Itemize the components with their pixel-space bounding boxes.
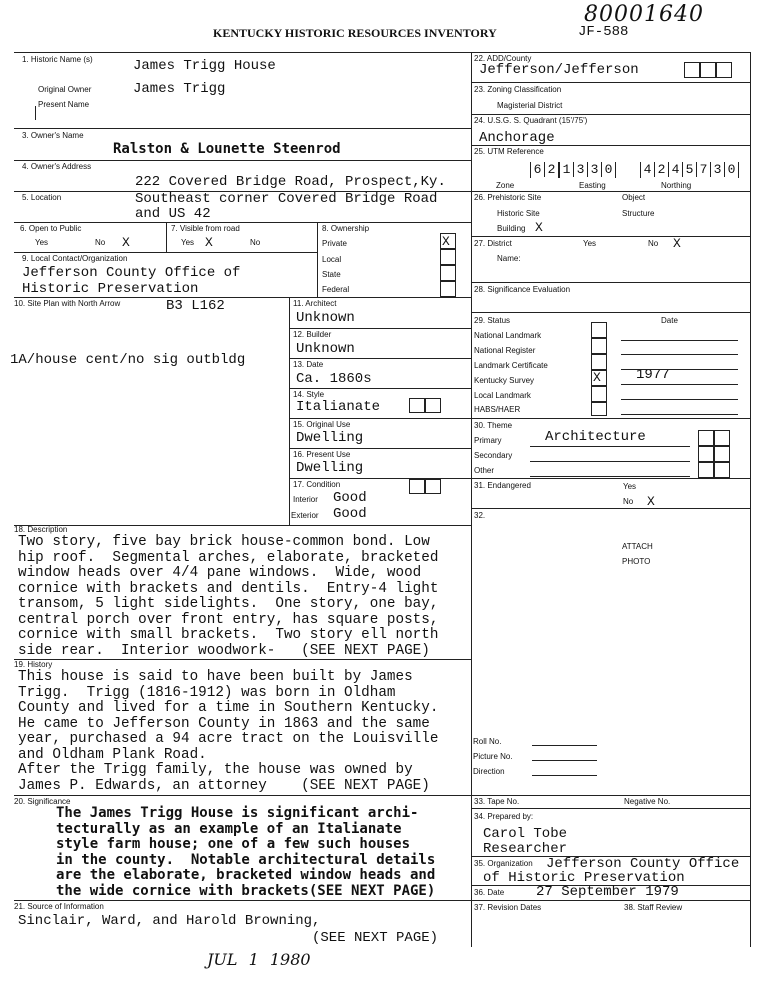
theme-other-label: Other [474,466,495,475]
owner-address: 222 Covered Bridge Road, Prospect,Ky. [135,174,446,190]
historic-name: James Trigg House [133,58,276,74]
label-present-name: Present Name [38,100,90,109]
handwritten-number: 80001640 [584,2,704,27]
utm-digit: 2 [655,162,669,177]
label-negative-number: Negative No. [624,797,671,806]
theme-box [714,446,730,462]
rule-18 [14,525,471,526]
label-location: 5. Location [22,193,62,202]
district-yes: Yes [583,239,597,248]
label-condition: 17. Condition [293,480,341,489]
status-date-line [621,384,738,385]
theme-primary: Architecture [545,429,646,445]
roll-number-label: Roll No. [473,737,502,746]
frame-top [14,52,750,53]
endangered-mark: X [647,494,655,509]
theme-box [714,462,730,478]
label-interior: Interior [293,495,318,504]
rule-21 [14,900,471,901]
utm-northing-label: Northing [661,181,692,190]
status-box-ll [591,386,607,402]
visible-mark: X [205,235,213,250]
prepared-by-title: Researcher [483,841,568,857]
theme-line [530,461,690,462]
quadrant: Anchorage [479,130,555,146]
label-revision-dates: 37. Revision Dates [474,903,542,912]
site-building: Building [497,224,526,233]
magisterial-district: Magisterial District [497,101,563,110]
pen-mark [35,106,36,120]
label-status: 29. Status [474,316,511,325]
local-contact-line-1: Jefferson County Office of [22,265,241,281]
visible-yes: Yes [181,238,195,247]
rule-v11 [289,297,290,525]
label-utm: 25. UTM Reference [474,147,544,156]
ownership-private: Private [322,239,347,248]
label-photo: 32. [474,511,486,520]
rule-34 [471,808,750,809]
label-organization: 35. Organization [474,859,533,868]
endangered-no: No [623,497,634,506]
source-line-2: (SEE NEXT PAGE) [312,930,439,946]
architect: Unknown [296,310,355,326]
condition-box-2 [425,479,441,494]
theme-box [698,462,714,478]
prepared-by-name: Carol Tobe [483,826,568,842]
utm-digit: 0 [604,162,613,177]
attach-photo-line-1: ATTACH [622,542,653,551]
label-endangered: 31. Endangered [474,481,531,490]
rule-12 [289,328,471,329]
rule-v8 [317,222,318,297]
rule-23 [471,82,750,83]
rule-31 [471,478,750,479]
label-owner-name: 3. Owner's Name [22,131,84,140]
status-date-label: Date [661,316,678,325]
district-mark: X [673,236,681,251]
theme-secondary-label: Secondary [474,451,513,460]
site-plan-value: B3 L162 [166,298,225,314]
location-line-1: Southeast corner Covered Bridge Road [135,191,438,207]
district-no: No [648,239,659,248]
theme-primary-label: Primary [474,436,502,445]
utm-easting-digits [559,162,616,178]
attach-photo-line-2: PHOTO [622,557,651,566]
original-use: Dwelling [296,430,364,446]
ownership-box-federal [440,281,456,297]
rule-26 [471,191,750,192]
rule-v6 [166,222,167,252]
label-architect: 11. Architect [293,299,337,308]
ownership-box-state [440,265,456,281]
county-box-2 [700,62,716,78]
label-source: 21. Source of Information [14,902,104,911]
rule-29 [471,312,750,313]
builder: Unknown [296,341,355,357]
present-use: Dwelling [296,460,364,476]
rule-14 [289,388,471,389]
label-historic-name: 1. Historic Name (s) [22,55,93,64]
roll-line [532,745,597,746]
utm-digit: 3 [711,162,725,177]
rule-27 [471,236,750,237]
original-owner: James Trigg [133,81,226,97]
label-open-to-public: 6. Open to Public [20,224,82,233]
organization-line-1: Jefferson County Office [546,856,740,872]
utm-zone-digits [530,162,559,178]
label-theme: 30. Theme [474,421,513,430]
open-mark: X [122,235,130,250]
rule-4 [14,160,471,161]
status-date-line [621,340,738,341]
ownership-local: Local [322,255,342,264]
label-history: 19. History [14,660,53,669]
kentucky-survey-mark: X [593,370,601,385]
label-owner-address: 4. Owner's Address [22,162,92,171]
site-plan-note: 1A/house cent/no sig outbldg [10,352,246,368]
label-exterior: Exterior [291,511,319,520]
rule-37 [471,900,750,901]
label-add-county: 22. ADD/County [474,54,532,63]
status-box-nr [591,338,607,354]
rule-13 [289,358,471,359]
status-date-line [621,414,738,415]
column-divider [471,52,472,947]
status-habs-haer: HABS/HAER [474,405,521,414]
frame-right [750,52,751,947]
visible-no: No [250,238,261,247]
label-local-contact: 9. Local Contact/Organization [22,254,128,263]
district-name: Name: [497,254,521,263]
utm-digit: 1 [560,162,574,177]
form-title: KENTUCKY HISTORIC RESOURCES INVENTORY [213,26,497,40]
direction-label: Direction [473,767,505,776]
picture-line [532,760,597,761]
rule-19 [14,659,471,660]
ownership-federal: Federal [322,285,350,294]
status-box-nl [591,322,607,338]
rule-6 [14,222,471,223]
rule-20 [14,795,750,796]
status-date-line [621,369,738,370]
utm-digit: 2 [547,162,556,177]
ownership-mark: X [442,234,450,249]
status-national-landmark: National Landmark [474,331,542,340]
label-builder: 12. Builder [293,330,332,339]
significance-text: The James Trigg House is significant archi- tecturally as an example of an Italianate style farm house; one of a few such houses in the county. Notable architectural details are the elaborate, bracketed window heads and the wide cornice with brackets(SEE NEXT PAGE) [56,805,436,899]
utm-digit: 3 [588,162,602,177]
source-line-1: Sinclair, Ward, and Harold Browning, [18,913,321,929]
county-box-3 [716,62,732,78]
status-kentucky-survey: Kentucky Survey [474,376,535,385]
rule-10 [14,297,471,298]
label-district: 27. District [474,239,512,248]
date-stamp: JUL 1 1980 [207,950,311,969]
utm-digit: 0 [727,162,736,177]
label-site-plan: 10. Site Plan with North Arrow [14,299,121,308]
style-box-2 [425,398,441,413]
site-object: Object [622,193,646,202]
label-description: 18. Description [14,525,68,534]
label-prehistoric: 26. Prehistoric Site [474,193,542,202]
local-contact-line-2: Historic Preservation [22,281,199,297]
rule-16 [289,448,471,449]
rule-3 [14,128,471,129]
utm-easting-label: Easting [579,181,606,190]
kentucky-survey-date: 1977 [636,367,670,383]
label-significance: 20. Significance [14,797,71,806]
county-box-1 [684,62,700,78]
utm-digit: 4 [669,162,683,177]
status-box-habs [591,402,607,416]
utm-digit: 4 [641,162,655,177]
history-text: This house is said to have been built by James Trigg. Trigg (1816-1912) was born in Oldham County and lived for a time in Southern Kentucky. He came to Jefferson County in 1863 and the same year, purchased a 94 acre tract on the Louisville and Oldham Plank Road. After the Trigg family, the house was owned by James P. Edwards, an attorney (SEE NEXT PAGE) [18,669,439,794]
label-quadrant: 24. U.S.G. S. Quadrant (15'/75') [474,116,588,125]
condition-box-1 [409,479,425,494]
rule-9 [14,252,317,253]
organization-line-2: of Historic Preservation [483,870,685,886]
status-box-lc [591,354,607,370]
label-tape-number: 33. Tape No. [474,797,520,806]
date-built: Ca. 1860s [296,371,372,387]
site-structure: Structure [622,209,655,218]
status-national-register: National Register [474,346,536,355]
theme-box [698,430,714,446]
theme-box [714,430,730,446]
label-present-use: 16. Present Use [293,450,351,459]
label-original-owner: Original Owner [38,85,92,94]
label-significance-evaluation: 28. Significance Evaluation [474,285,571,294]
status-local-landmark: Local Landmark [474,391,531,400]
style-box-1 [409,398,425,413]
site-historic: Historic Site [497,209,540,218]
label-prepared-by: 34. Prepared by: [474,812,534,821]
form-id: JF-588 [578,24,629,40]
label-ownership: 8. Ownership [322,224,370,233]
endangered-yes: Yes [623,482,637,491]
status-date-line [621,354,738,355]
theme-line [530,446,690,447]
open-yes: Yes [35,238,49,247]
utm-digit: 3 [574,162,588,177]
interior-condition: Good [333,490,367,506]
picture-number-label: Picture No. [473,752,513,761]
label-date: 13. Date [293,360,324,369]
label-staff-review: 38. Staff Review [624,903,683,912]
style: Italianate [296,399,381,415]
rule-32 [471,508,750,509]
utm-digit: 7 [697,162,711,177]
label-original-use: 15. Original Use [293,420,351,429]
rule-17 [289,478,471,479]
utm-northing-digits [640,162,739,178]
label-zoning: 23. Zoning Classification [474,85,562,94]
rule-30 [471,418,750,419]
location-line-2: and US 42 [135,206,211,222]
status-landmark-certificate: Landmark Certificate [474,361,548,370]
exterior-condition: Good [333,506,367,522]
rule-24 [471,114,750,115]
utm-digit: 6 [531,162,545,177]
ownership-state: State [322,270,341,279]
rule-28 [471,282,750,283]
theme-line [530,476,690,477]
label-style: 14. Style [293,390,325,399]
description-text: Two story, five bay brick house-common bond. Low hip roof. Segmental arches, elaborate, bracketed window heads over 4/4 pane windows. Wide, wood cornice with brackets and dentils. Entry-4 light transom, 5 light sidelights. One story, one bay, central porch over front entry, has square posts, cornice with small brackets. Two story ell north side rear. Interior woodwork- (SEE NEXT PAGE) [18,534,439,659]
rule-15 [289,418,471,419]
owner-name: Ralston & Lounette Steenrod [113,141,341,157]
building-mark: X [535,220,543,235]
direction-line [532,775,597,776]
utm-zone-label: Zone [496,181,515,190]
status-date-line [621,399,738,400]
ownership-box-local [440,249,456,265]
open-no: No [95,238,106,247]
utm-digit: 5 [683,162,697,177]
theme-box [698,446,714,462]
prepared-date: 27 September 1979 [536,884,679,900]
label-visible-from-road: 7. Visible from road [171,224,240,233]
label-prepared-date: 36. Date [474,888,505,897]
add-county: Jefferson/Jefferson [479,62,639,78]
